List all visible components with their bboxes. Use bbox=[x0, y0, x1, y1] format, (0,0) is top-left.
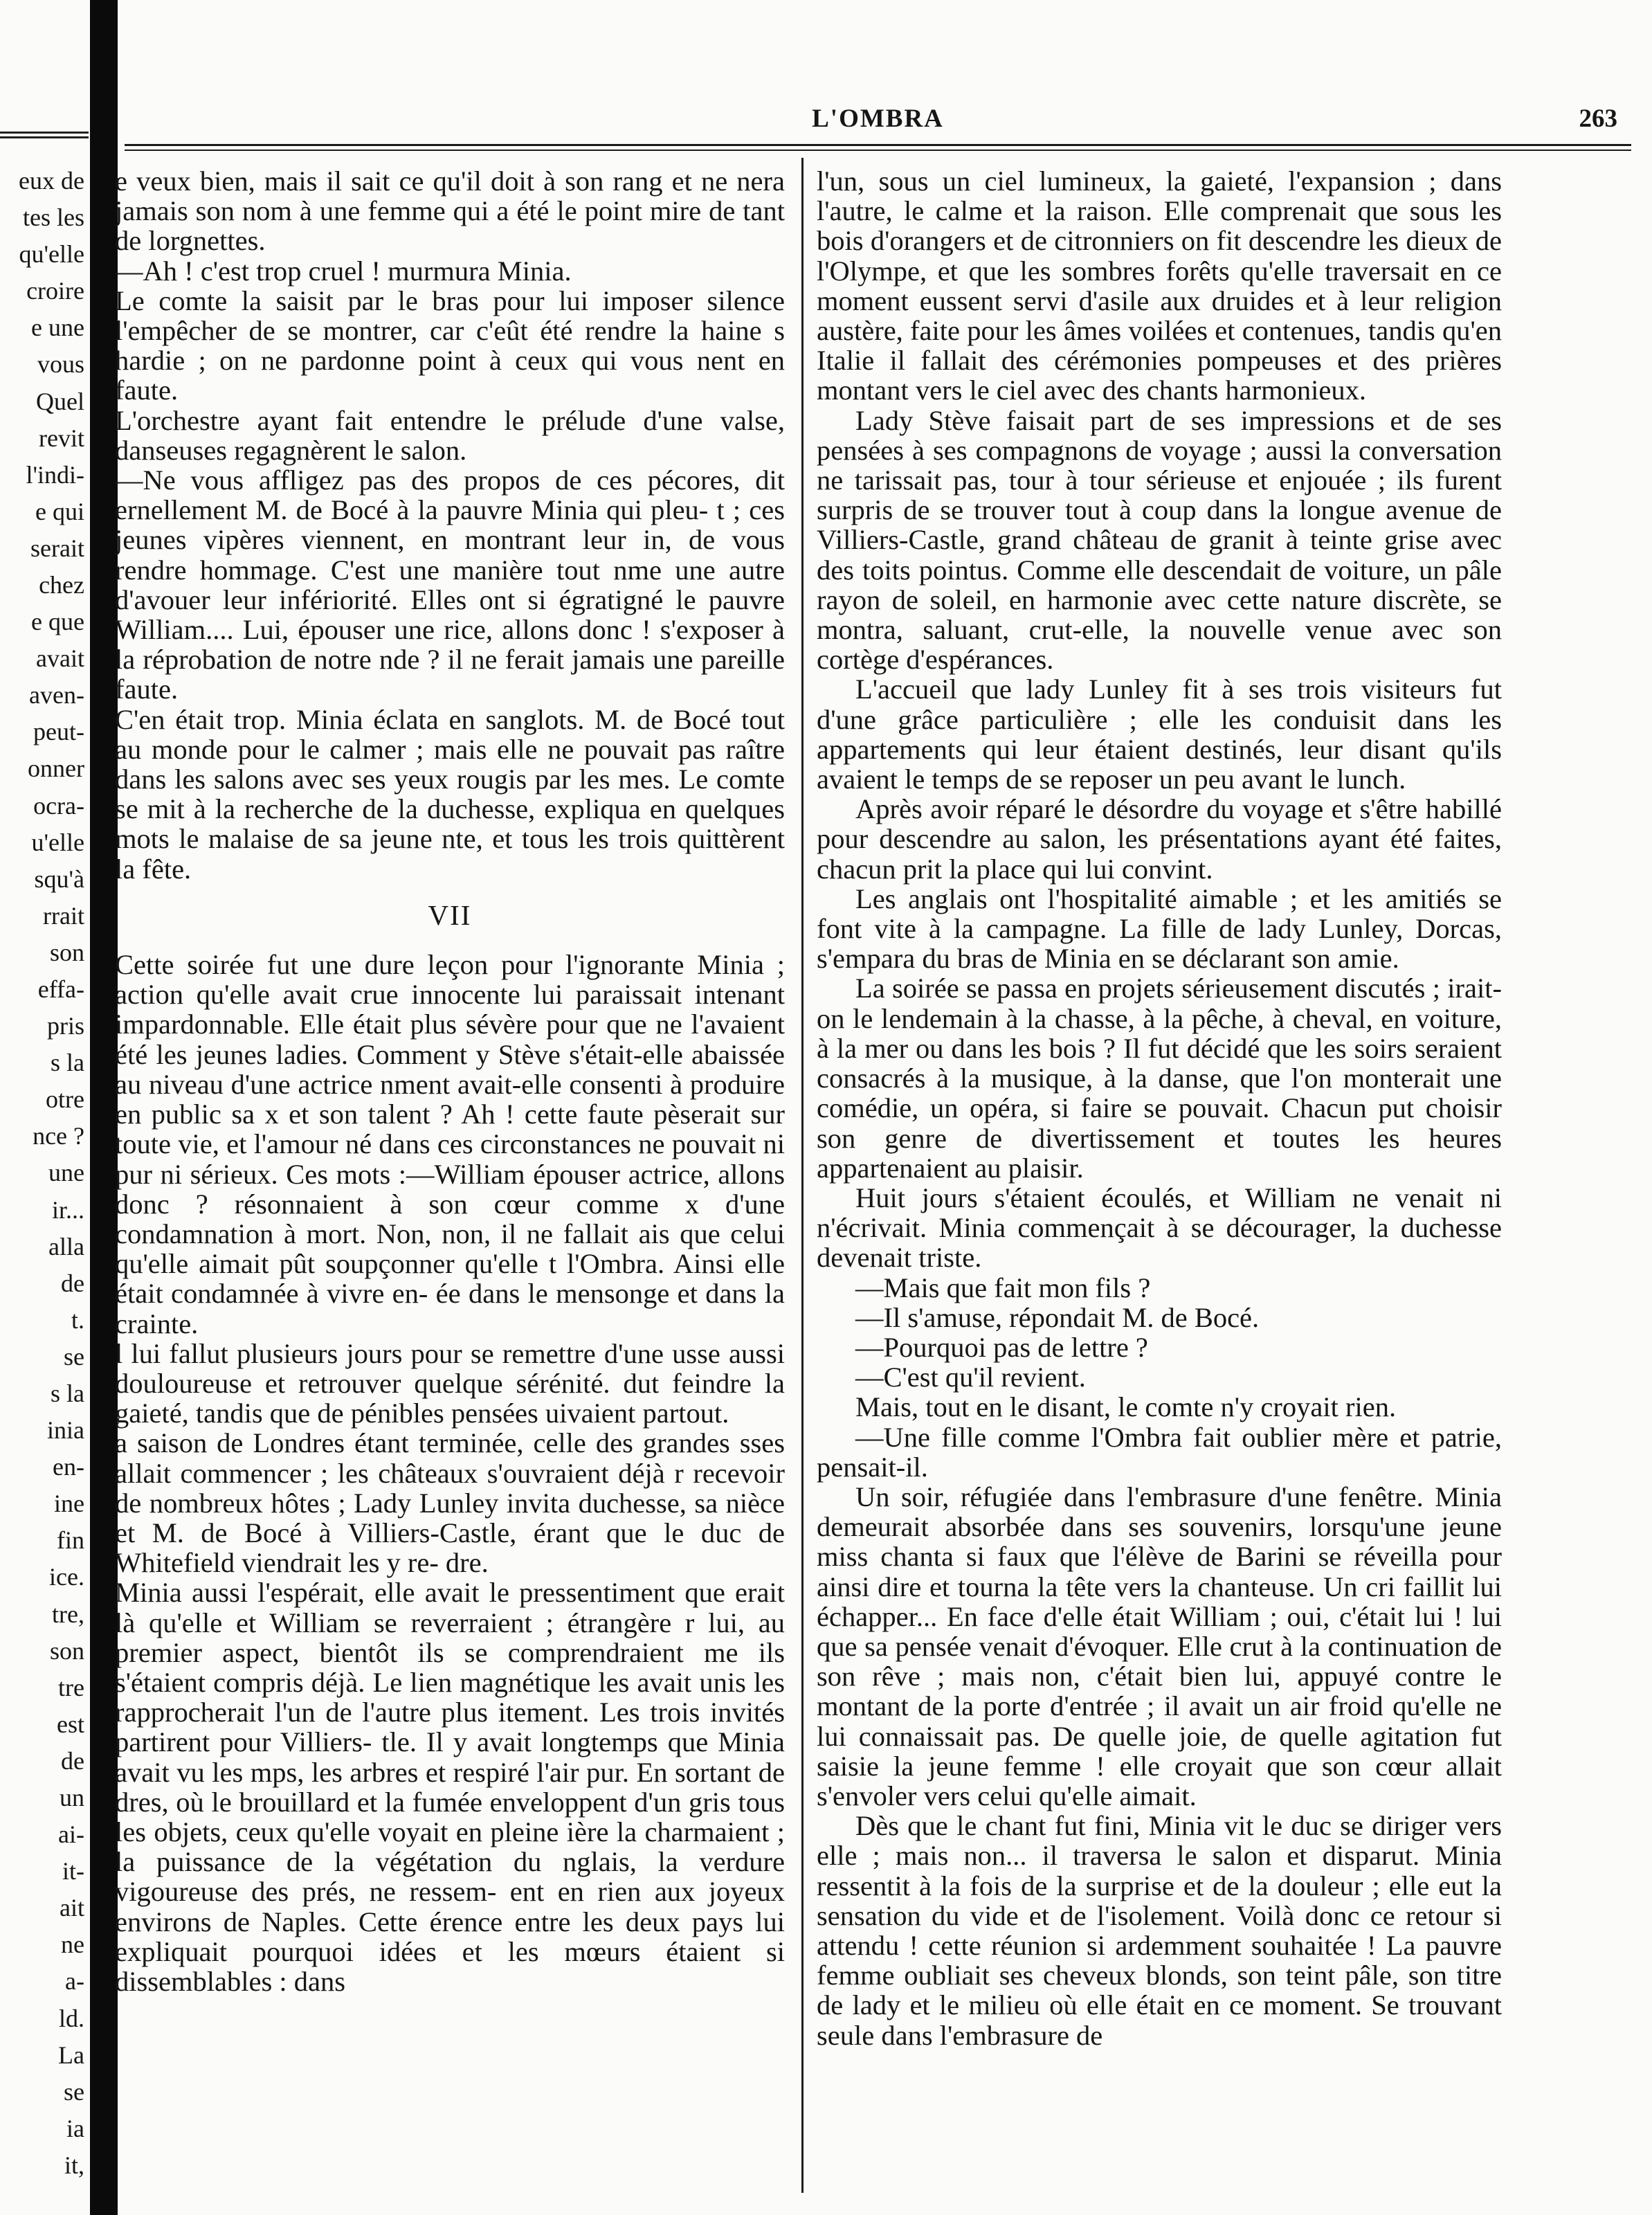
header-rule bbox=[125, 144, 1631, 146]
running-head: L'OMBRA bbox=[812, 105, 944, 133]
margin-fragment: est bbox=[57, 1710, 84, 1738]
margin-fragment: e que bbox=[31, 608, 84, 636]
margin-fragment: effa- bbox=[37, 975, 84, 1003]
margin-fragment: La bbox=[58, 2041, 84, 2069]
margin-fragment: ine bbox=[54, 1490, 84, 1518]
margin-fragment: se bbox=[64, 1342, 84, 1371]
margin-fragment: Quel bbox=[36, 387, 84, 415]
margin-fragment: rrait bbox=[43, 901, 84, 930]
margin-fragment: tre bbox=[58, 1673, 84, 1701]
margin-fragment: pris bbox=[47, 1012, 84, 1040]
binding-shadow bbox=[90, 0, 118, 2215]
paragraph: Dès que le chant fut fini, Minia vit le duc se diriger vers elle ; mais non... il traversa le salon et disparut. Minia ressentit à la fois de la surprise et de la douleur ; elle eut la sensation du vide et de l'isolement. Voilà donc ce retour si attendu ! cette réunion si ardemment souhaitée ! La pauvre femme oubliait ses cheveux blonds, son teint pâle, son titre de lady et le milieu où elle était en ce moment. Se trouvant seule dans l'embrasure de bbox=[817, 1810, 1502, 2051]
margin-fragment: peut- bbox=[33, 718, 84, 746]
margin-fragment: en- bbox=[53, 1453, 84, 1481]
page-number: 263 bbox=[1579, 105, 1617, 133]
margin-fragment: alla bbox=[48, 1232, 84, 1260]
facing-page-rule bbox=[0, 136, 89, 138]
margin-fragment: fin bbox=[57, 1526, 84, 1555]
right-text-column bbox=[817, 166, 1502, 2201]
paragraph: l'un, sous un ciel lumineux, la gaieté, l'expansion ; dans l'autre, le calme et la raison. Elle comprenait que sous les bois d'orangers et de citronniers on fit descendre les dieux de l'Olympe, et que les sombres forêts qu'elle traversait en ce moment eussent servi d'asile aux druides et à leur religion austère, faite pour les âmes voilées et contenues, tandis qu'en Italie il fallait des cérémonies pompeuses et des prières montant vers le ciel avec des chants harmonieux. bbox=[817, 166, 1502, 406]
paragraph: a saison de Londres étant terminée, celle des grandes sses allait commencer ; les châteaux s'ouvraient déjà r recevoir de nombreux hôtes ; Lady Lunley invita duchesse, sa nièce et M. de Bocé à Villiers-Castle, érant que le duc de Whitefield viendrait les y re- dre. bbox=[115, 1427, 785, 1579]
margin-fragment: a- bbox=[65, 1967, 84, 1996]
margin-fragment: inia bbox=[47, 1416, 84, 1445]
paragraph: —Ne vous affligez pas des propos de ces pécores, dit ernellement M. de Bocé à la pauvre Minia qui pleu- t ; ces jeunes vipères viennent, en montrant leur in, de vous rendre hommage. C'est une manière tout nme une autre d'avouer leur infériorité. Elles ont si égratigné le pauvre William.... Lui, épouser une rice, allons donc ! s'exposer à la réprobation de notre nde ? il ne ferait jamais une pareille faute. bbox=[115, 464, 785, 705]
paragraph: e veux bien, mais il sait ce qu'il doit à son rang et ne nera jamais son nom à une femme qui a été le point mire de tant de lorgnettes. bbox=[115, 166, 785, 257]
margin-fragment: de bbox=[61, 1269, 84, 1297]
margin-fragment: it- bbox=[62, 1857, 84, 1886]
margin-fragment: une bbox=[48, 1159, 84, 1187]
margin-fragment: un bbox=[60, 1784, 84, 1811]
margin-fragment: ld. bbox=[58, 2004, 84, 2032]
paragraph: L'accueil que lady Lunley fit à ses trois visiteurs fut d'une grâce particulière ; elle les conduisit dans les appartements qui leur étaient destinés, leur disant qu'ils avaient le temps de se reposer un peu avant le lunch. bbox=[817, 673, 1502, 795]
paragraph: —Il s'amuse, répondait M. de Bocé. bbox=[855, 1301, 1260, 1333]
margin-fragment: avait bbox=[36, 644, 84, 673]
margin-fragment: ir... bbox=[51, 1195, 84, 1224]
margin-fragment: s la bbox=[51, 1380, 84, 1407]
margin-fragment: de bbox=[61, 1746, 84, 1775]
left-text-column bbox=[115, 166, 785, 2201]
paragraph: Le comte la saisit par le bras pour lui imposer silence l'empêcher de se montrer, car c'eût été rendre la haine s hardie ; on ne pardonne point à ceux qui vous nent en faute. bbox=[115, 284, 785, 406]
header-rule bbox=[125, 150, 1631, 151]
margin-fragment: onner bbox=[28, 754, 84, 783]
paragraph: Lady Stève faisait part de ses impressions et de ses pensées à ses compagnons de voyage ; aussi la conversation ne tarissait pas, tour à tour sérieuse et enjouée ; ils furent surpris de se trouver tout à coup dans la longue avenue de Villiers-Castle, grand château de granit à teinte grise avec des toits pointus. Comme elle descendait de voiture, un pâle rayon de soleil, en harmonie avec cette nature discrète, se montra, saluant, crut-elle, la nouvelle venue avec son cortège d'espérances. bbox=[817, 404, 1502, 676]
margin-fragment: t. bbox=[71, 1305, 84, 1334]
margin-fragment: croire bbox=[26, 277, 84, 305]
paragraph: Un soir, réfugiée dans l'embrasure d'une fenêtre. Minia demeurait absorbée dans ses souvenirs, lorsqu'une jeune miss chanta si faux que l'élève de Barini se réveilla pour ainsi dire et tourna la tête vers la chanteuse. Un cri faillit lui échapper... En face d'elle était William ; oui, c'était lui ! lui que sa pensée venait d'évoquer. Elle crut à la continuation de son rêve ; mais non, c'était bien lui, appuyé contre le montant de la porte d'entrée ; il avait un air froid qu'elle ne lui connaissait pas. De quelle joie, de quelle agitation fut saisie la jeune femme ! elle croyait que son cœur allait s'envoler vers celui qu'elle aimait. bbox=[817, 1481, 1502, 1811]
paragraph: Cette soirée fut une dure leçon pour l'ignorante Minia ; action qu'elle avait crue innocente lui paraissait intenant impardonnable. Elle était plus sévère pour que ne l'avaient été les jeunes ladies. Comment y Stève s'était-elle abaissée au niveau d'une actrice nment avait-elle consenti à produire en public sa x et son talent ? Ah ! cette faute pèserait sur toute vie, et l'amour né dans ces circonstances ne pouvait ni pur ni sérieux. Ces mots :—William épouser actrice, allons donc ? résonnaient à son cœur comme x d'une condamnation à mort. Non, non, il ne fallait ais que celui qu'elle aimait pût soupçonner qu'elle t l'Ombra. Ainsi elle était condamnée à vivre en- ée dans le mensonge et dans la crainte. bbox=[115, 949, 785, 1339]
margin-fragment: l'indi- bbox=[26, 460, 84, 489]
margin-fragment: ocra- bbox=[33, 791, 84, 820]
margin-fragment: ice. bbox=[49, 1563, 84, 1591]
paragraph: C'en était trop. Minia éclata en sanglots. M. de Bocé tout au monde pour le calmer ; mais elle ne pouvait pas raître dans les salons avec ses yeux rougis par les mes. Le comte se mit à la recherche de la duchesse, expliqua en quelques mots le malaise de sa jeune nte, et tous les trois quittèrent la fête. bbox=[115, 703, 785, 885]
margin-fragment: ait bbox=[60, 1894, 84, 1922]
margin-fragment: se bbox=[64, 2077, 84, 2106]
paragraph: —Mais que fait mon fils ? bbox=[855, 1272, 1151, 1303]
margin-fragment: revit bbox=[39, 424, 84, 452]
paragraph: La soirée se passa en projets sérieusement discutés ; irait-on le lendemain à la chasse, à la pêche, à cheval, en voiture, à la mer ou dans les bois ? Il fut décidé que les soirs seraient consacrés à la musique, à la danse, que l'on monterait une comédie, un opéra, si faire se pouvait. Chacun put choisir son genre de divertissement et toutes les heures appartenaient au plaisir. bbox=[817, 973, 1502, 1184]
margin-fragment: e une bbox=[31, 314, 84, 342]
margin-fragment: son bbox=[49, 1636, 84, 1665]
margin-fragment: squ'à bbox=[34, 865, 84, 893]
facing-page-edge bbox=[0, 0, 89, 2215]
paragraph: Après avoir réparé le désordre du voyage et s'être habillé pour descendre au salon, les présentations ayant été faites, chacun prit la place qui lui convint. bbox=[817, 793, 1502, 885]
margin-fragment: aven- bbox=[29, 681, 84, 709]
margin-fragment: otre bbox=[46, 1085, 84, 1114]
paragraph: Mais, tout en le disant, le comte n'y croyait rien. bbox=[855, 1391, 1397, 1423]
margin-fragment: s la bbox=[51, 1049, 84, 1077]
margin-fragment: ai- bbox=[58, 1820, 84, 1849]
margin-fragment: e qui bbox=[35, 497, 84, 525]
margin-fragment: tes les bbox=[23, 204, 84, 232]
section-heading: VII bbox=[428, 898, 472, 931]
paragraph: L'orchestre ayant fait entendre le prélude d'une valse, danseuses regagnèrent le salon. bbox=[115, 404, 785, 466]
margin-fragment: serait bbox=[30, 534, 84, 562]
margin-fragment: qu'elle bbox=[19, 240, 84, 269]
margin-fragment: ia bbox=[66, 2114, 84, 2142]
margin-fragment: ne bbox=[61, 1931, 84, 1959]
paragraph: Minia aussi l'espérait, elle avait le pressentiment que erait là qu'elle et William se reverraient ; étrangère r lui, au premier aspect, bientôt ils se comprendraient me ils s'étaient compris déjà. Le lien magnétique les avait unis les rapprocherait l'un de l'autre plus itement. Les trois invités partirent pour Villiers- tle. Il y avait longtemps que Minia avait vu les mps, les arbres et respiré l'air pur. En sortant de dres, où le brouillard et la fumée enveloppent d'un gris tous les objets, ceux qu'elle voyait en pleine ière la charmaient ; la puissance de la végétation du nglais, la verdure vigoureuse des prés, ne ressem- ent en rien aux joyeux environs de Naples. Cette érence entre les deux pays lui expliquait pourquoi idées et les mœurs étaient si dissemblables : dans bbox=[115, 1577, 785, 1997]
paragraph: l lui fallut plusieurs jours pour se remettre d'une usse aussi douloureuse et retrouver quelque sérénité. dut feindre la gaieté, tandis que de pénibles pensées uivaient partout. bbox=[115, 1337, 785, 1429]
margin-fragment: eux de bbox=[19, 167, 84, 195]
margin-fragment: son bbox=[49, 938, 84, 966]
margin-fragment: it, bbox=[64, 2151, 84, 2179]
paragraph: —Pourquoi pas de lettre ? bbox=[855, 1331, 1148, 1363]
paragraph: —C'est qu'il revient. bbox=[855, 1362, 1086, 1393]
margin-fragment: vous bbox=[37, 350, 84, 379]
column-divider bbox=[801, 158, 804, 2193]
facing-page-rule bbox=[0, 132, 89, 134]
paragraph: —Ah ! c'est trop cruel ! murmura Minia. bbox=[115, 255, 572, 287]
page-header bbox=[125, 104, 1631, 145]
paragraph: —Une fille comme l'Ombra fait oublier mère et patrie, pensait-il. bbox=[817, 1421, 1502, 1483]
margin-fragment: nce ? bbox=[33, 1122, 84, 1150]
margin-fragment: chez bbox=[39, 571, 84, 599]
paragraph: Les anglais ont l'hospitalité aimable ; et les amitiés se font vite à la campagne. La fille de lady Lunley, Dorcas, s'empara du bras de Minia en se déclarant son amie. bbox=[817, 883, 1502, 975]
margin-fragment: tre, bbox=[52, 1600, 84, 1628]
margin-fragment: u'elle bbox=[31, 828, 84, 856]
paragraph: Huit jours s'étaient écoulés, et William ne venait ni n'écrivait. Minia commençait à se décourager, la duchesse devenait triste. bbox=[817, 1182, 1502, 1274]
